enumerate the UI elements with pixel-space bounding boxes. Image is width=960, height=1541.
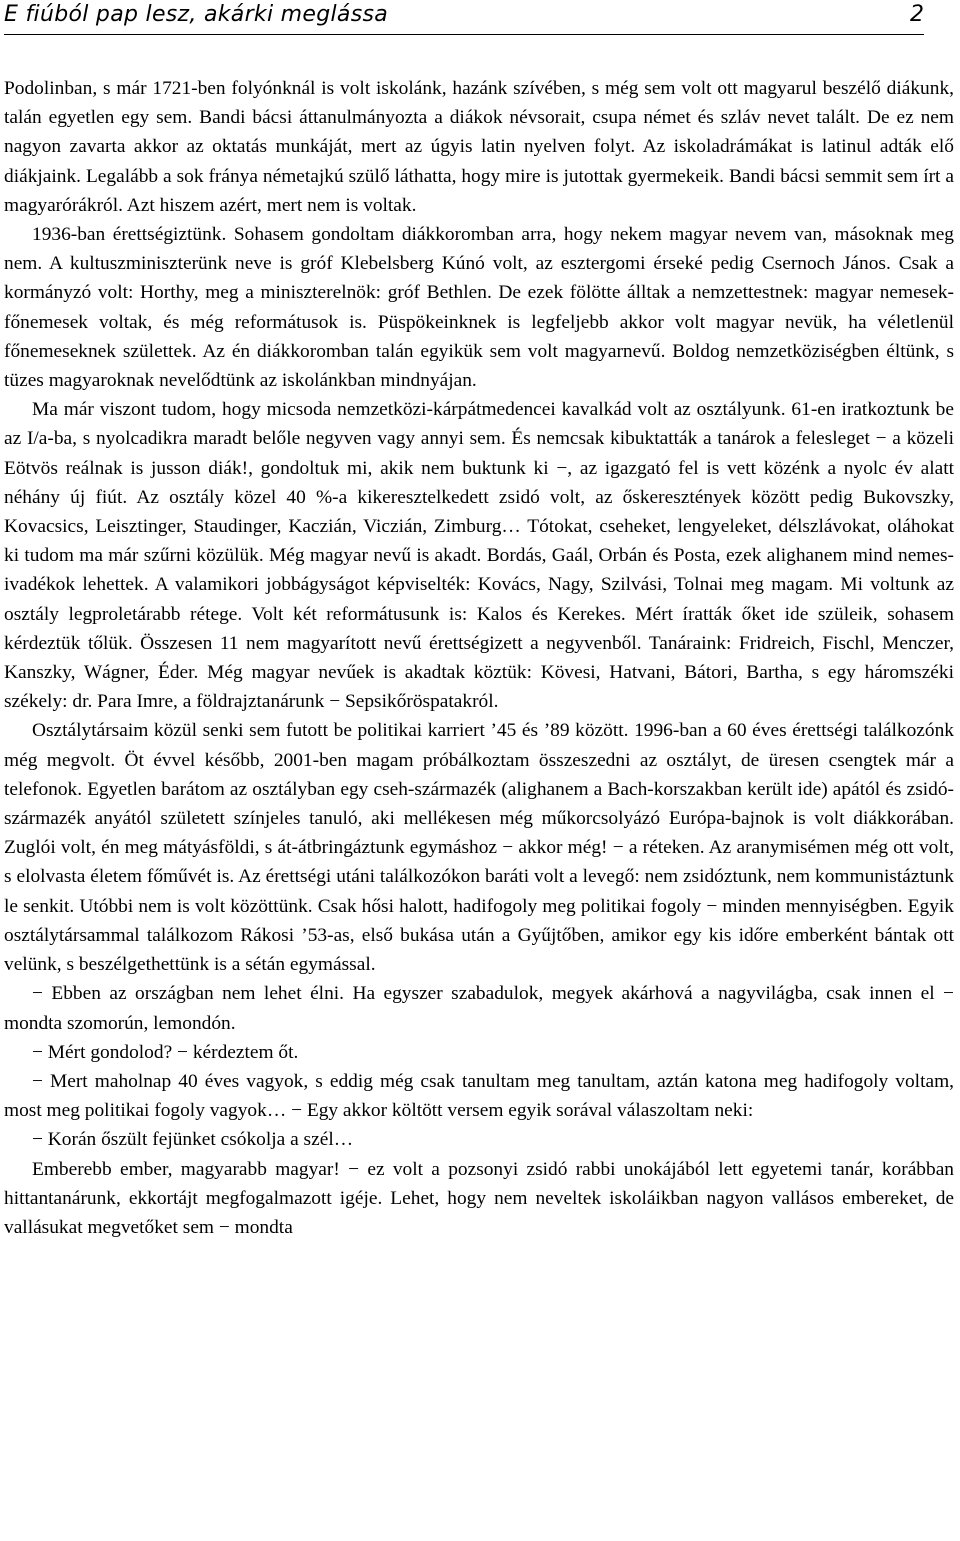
dialogue-line: − Korán őszült fejünket csókolja a szél… bbox=[32, 1129, 354, 1151]
paragraph: Osztálytársaim közül senki sem futott be politikai karriert ’45 és ’89 között. 1996-ban a 60 éves érettségi találkozónk még megvolt. Öt évvel később, 2001-ben magam próbálkoztam összeszedni az osztályt, de üresen csengtek már a telefonok. Egyetlen barátom az osztályban egy cseh-származék (alighanem a Bach-korszakban került ide) apától és zsidó-származék anyától született színjeles tanuló, aki mellékesen még műkorcsolyázó Európa-bajnok is volt diákkorában. Zuglói volt, én meg mátyásföldi, s át-átbringáztunk egymáshoz − akkor még! − a réteken. Az aranymisémen még ott volt, s elolvasta életem főművét is. Az érettségi utáni találkozókon baráti volt a levegő: nem zsidóztunk, nem kommunistáztunk le senkit. Utóbbi nem is volt közöttünk. Csak hősi halott, hadifogoly meg politikai fogoly − minden mennyiségben. Egyik osztálytársammal találkozom Rákosi ’53-as, első bukása után a Gyűjtőben, amikor egy kis időre emberként bántak ott velünk, s beszélgethettünk is a sétán egymással. bbox=[4, 720, 954, 976]
page-header bbox=[4, 0, 924, 35]
dialogue-line: − Mert maholnap 40 éves vagyok, s eddig még csak tanultam meg tanultam, aztán katona meg hadifogoly voltam, most meg politikai fogoly vagyok… − Egy akkor költött versem egyik sorával válaszoltam neki: bbox=[4, 1070, 954, 1122]
paragraph: 1936-ban érettségiztünk. Sohasem gondoltam diákkoromban arra, hogy nekem magyar nevem van, másoknak meg nem. A kultuszminiszterünk neve is gróf Klebelsberg Kúnó volt, az esztergomi érseké pedig Csernoch János. Csak a kormányzó volt: Horthy, meg a miniszterelnök: gróf Bethlen. De ezek fölötte álltak a nemzettestnek: magyar nemesek-főnemesek voltak, és még reformátusok is. Püspökeinknek is legfeljebb akkor volt magyar nevük, ha véletlenül főnemeseknek születtek. Az én diákkoromban talán egyikük sem volt magyarnevű. Boldog nemzetköziségben éltünk, s tüzes magyaroknak nevelődtünk az iskolánkban mindnyájan. bbox=[4, 224, 954, 392]
paragraph: Podolinban, s már 1721-ben folyónknál is volt iskolánk, hazánk szívében, s még sem volt ott magyarul beszélő diákunk, talán egyetlen egy sem. Bandi bácsi áttanulmányozta a diákok névsorait, csupa német és szláv nevet talált. De ez nem nagyon zavarta akkor az oktatás munkáját, mert az úgyis latin nyelven folyt. Az iskoladrámákat is latinul adták elő diákjaink. Legalább a sok fránya németajkú szülő láthatta, hogy mire is jutottak gyermekeik. Bandi bácsi semmit sem írt a magyarórákról. Azt hiszem azért, mert nem is voltak. bbox=[4, 78, 954, 216]
header-title: E fiúból pap lesz, akárki meglássa bbox=[4, 2, 388, 27]
dialogue-line: − Ebben az országban nem lehet élni. Ha egyszer szabadulok, megyek akárhová a nagyvilágba, csak innen el − mondta szomorún, lemondón. bbox=[4, 983, 954, 1034]
paragraph: Ma már viszont tudom, hogy micsoda nemzetközi-kárpátmedencei kavalkád volt az osztályunk. 61-en iratkoztunk be az I/a-ba, s nyolcadikra maradt belőle negyven vagy annyi sem. És nemcsak kibuktatták a tanárok a felesleget − a közeli Eötvös reálnak is jusson diák!, gondoltuk mi, akik nem buktunk ki −, az igazgató fel is vett közénk a nyolc év alatt néhány új fiút. Az osztály közel 40 %-a kikeresztelkedett zsidó volt, az őskeresztények között pedig Bukovszky, Kovacsics, Leisztinger, Staudinger, Kaczián, Viczián, Zimburg… Tótokat, cseheket, lengyeleket, délszlávokat, oláhokat ki tudom ma már szűrni közülük. Még magyar nevű is akadt. Bordás, Gaál, Orbán és Posta, ezek alighanem mind nemes-ivadékok lehettek. A valamikori jobbágyságot képviselték: Kovács, Nagy, Szilvási, Tolnai meg magam. Mi voltunk az osztály legproletárabb rétege. Volt két reformátusunk is: Kalos és Kerekes. Mért íratták őket ide szüleik, sohasem kérdeztük tőlük. Összesen 11 nem magyarított nevű érettségizett a negyvenből. Tanáraink: Fridreich, Fischl, Menczer, Kanszky, Wágner, Éder. Még magyar nevűek is akadtak köztük: Kövesi, Hatvani, Bátori, Bartha, s egy háromszéki székely: dr. Para Imre, a földrajztanárunk − Sepsikőröspatakról. bbox=[4, 399, 954, 713]
page-number: 2 bbox=[910, 2, 924, 27]
paragraph: Emberebb ember, magyarabb magyar! − ez volt a pozsonyi zsidó rabbi unokájából lett egyetemi tanár, korábban hittantanárunk, ekkortájt megfogalmazott igéje. Lehet, hogy nem neveltek iskoláikban nagyon vallásos embereket, de vallásukat megvetőket sem − mondta bbox=[4, 1158, 954, 1238]
dialogue-line: − Mért gondolod? − kérdeztem őt. bbox=[32, 1041, 299, 1063]
document-body bbox=[4, 74, 954, 1242]
